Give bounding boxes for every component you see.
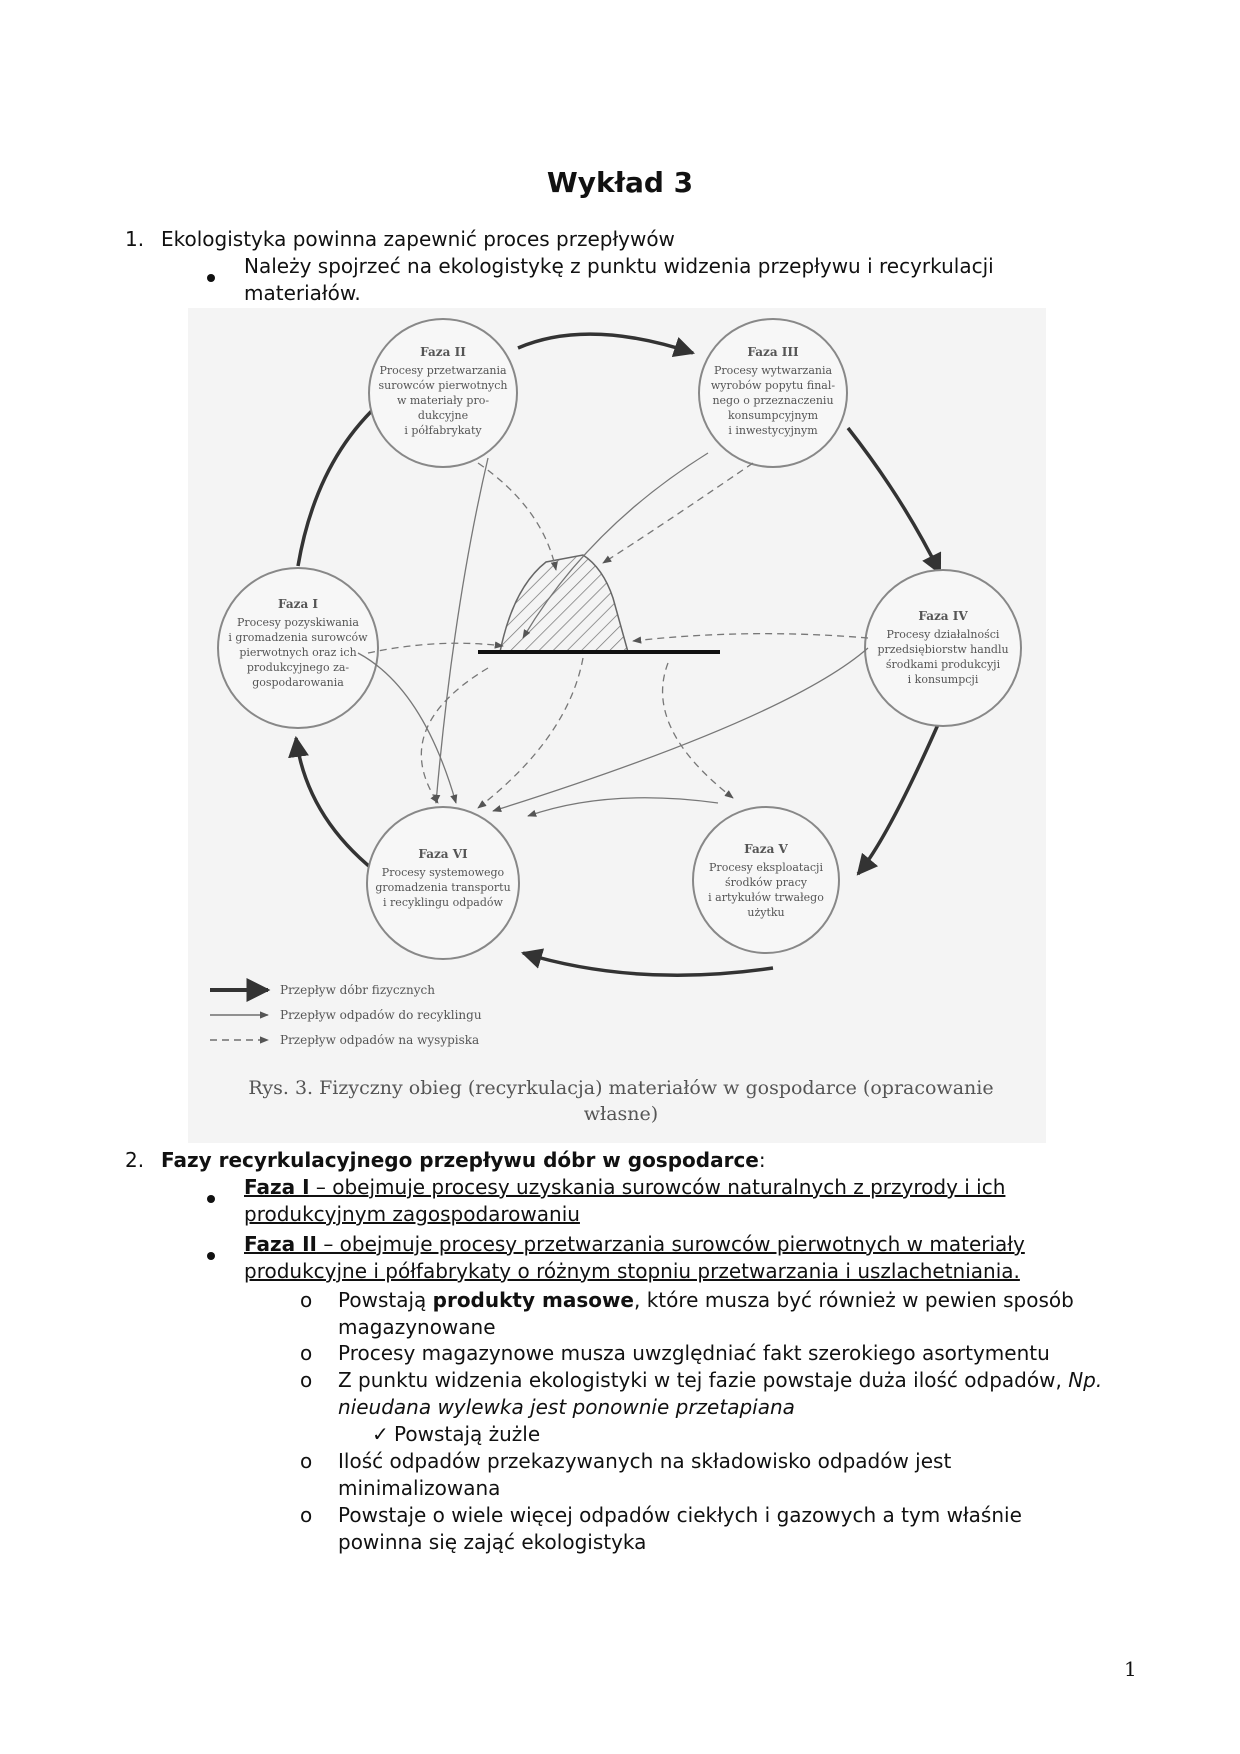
svg-text:Procesy wytwarzania: Procesy wytwarzania xyxy=(713,364,833,377)
section1-heading: Ekologistyka powinna zapewnić proces przepływów xyxy=(161,227,675,251)
section2-heading-line xyxy=(161,1147,766,1174)
svg-text:Procesy przetwarzania: Procesy przetwarzania xyxy=(379,364,507,377)
faza2-line2: produkcyjne i półfabrykaty o różnym stopniu przetwarzania i uszlachetniania. xyxy=(244,1259,1020,1283)
legend xyxy=(210,983,482,1047)
section2-heading-suffix: : xyxy=(758,1148,766,1172)
svg-text:surowców pierwotnych: surowców pierwotnych xyxy=(378,379,508,392)
sub-bullet-icon: o xyxy=(300,1503,313,1527)
section2-heading: Fazy recyrkulacyjnego przepływu dóbr w gospodarce xyxy=(161,1148,759,1172)
recycling-diagram xyxy=(188,308,1046,1143)
svg-text:produkcyjnego za-: produkcyjnego za- xyxy=(246,661,350,674)
svg-text:nego o przeznaczeniu: nego o przeznaczeniu xyxy=(712,394,834,407)
list-number-2: 2. xyxy=(125,1148,145,1172)
sub3-line2: nieudana wylewka jest ponownie przetapiana xyxy=(338,1395,795,1419)
figure-caption-line1: Rys. 3. Fizyczny obieg (recyrkulacja) materiałów w gospodarce (opracowanie xyxy=(248,1077,994,1099)
svg-text:użytku: użytku xyxy=(747,906,785,919)
legend-landfill-label: Przepływ odpadów na wysypiska xyxy=(280,1033,480,1047)
faza1-label: Faza I xyxy=(244,1175,310,1199)
checkmark-icon: ✓ xyxy=(372,1422,389,1446)
svg-text:w materiały pro-: w materiały pro- xyxy=(396,394,490,407)
phase-3-label: Faza III xyxy=(747,345,799,359)
page-title: Wykład 3 xyxy=(546,166,694,199)
bullet-icon xyxy=(207,262,215,289)
check-text: Powstają żużle xyxy=(394,1422,541,1446)
sub1-line1: Powstają produkty masowe, które musza być również w pewien sposób xyxy=(338,1288,1074,1312)
phase-1-label: Faza I xyxy=(277,597,319,611)
sub3-italic: Np. xyxy=(1068,1368,1103,1392)
svg-text:i półfabrykaty: i półfabrykaty xyxy=(404,424,482,437)
sub1-bold: produkty masowe xyxy=(432,1288,634,1312)
phase-4-label: Faza IV xyxy=(918,609,968,623)
phase-5-label: Faza V xyxy=(744,842,788,856)
phase-2-circle xyxy=(369,319,517,467)
bullet-icon xyxy=(207,1240,215,1267)
svg-text:gromadzenia transportu: gromadzenia transportu xyxy=(375,881,511,894)
landfill-shape xyxy=(478,555,720,652)
svg-text:Procesy działalności: Procesy działalności xyxy=(886,628,1000,641)
faza1-line1: Faza I – obejmuje procesy uzyskania surowców naturalnych z przyrody i ich xyxy=(244,1175,1006,1199)
svg-text:przedsiębiorstw handlu: przedsiębiorstw handlu xyxy=(877,643,1009,656)
sub3-line1: Z punktu widzenia ekologistyki w tej fazie powstaje duża ilość odpadów, Np. xyxy=(338,1368,1103,1392)
svg-text:i konsumpcji: i konsumpcji xyxy=(907,673,979,686)
sub4-line1: Ilość odpadów przekazywanych na składowisko odpadów jest xyxy=(338,1449,952,1473)
svg-text:Procesy pozyskiwania: Procesy pozyskiwania xyxy=(237,616,359,629)
legend-recycling-label: Przepływ odpadów do recyklingu xyxy=(280,1008,482,1022)
sub4-line2: minimalizowana xyxy=(338,1476,501,1500)
svg-text:i recyklingu odpadów: i recyklingu odpadów xyxy=(383,896,503,909)
legend-physical-label: Przepływ dóbr fizycznych xyxy=(280,983,435,997)
faza2-label: Faza II xyxy=(244,1232,317,1256)
figure-caption-line2: własne) xyxy=(583,1103,659,1125)
svg-text:środków pracy: środków pracy xyxy=(724,876,808,889)
svg-text:konsumpcyjnym: konsumpcyjnym xyxy=(727,409,819,422)
diagram-svg xyxy=(188,308,1046,1143)
phase-3-circle xyxy=(699,319,847,467)
svg-text:i inwestycyjnym: i inwestycyjnym xyxy=(728,424,818,437)
phase-6-label: Faza VI xyxy=(418,847,468,861)
sub1-line2: magazynowane xyxy=(338,1315,496,1339)
phase-2-label: Faza II xyxy=(420,345,466,359)
sub-bullet-icon: o xyxy=(300,1449,313,1473)
sub-bullet-icon: o xyxy=(300,1341,313,1365)
svg-text:i artykułów trwałego: i artykułów trwałego xyxy=(708,891,824,904)
svg-text:Procesy systemowego: Procesy systemowego xyxy=(381,866,505,879)
faza1-line2: produkcyjnym zagospodarowaniu xyxy=(244,1202,580,1226)
section1-bullet-line1: Należy spojrzeć na ekologistykę z punktu widzenia przepływu i recyrkulacji xyxy=(244,254,994,278)
sub5-line2: powinna się zająć ekologistyka xyxy=(338,1530,647,1554)
sub-bullet-icon: o xyxy=(300,1288,313,1312)
svg-text:pierwotnych oraz ich: pierwotnych oraz ich xyxy=(239,646,357,659)
list-number-1: 1. xyxy=(125,227,145,251)
section1-bullet-line2: materiałów. xyxy=(244,281,361,305)
svg-text:gospodarowania: gospodarowania xyxy=(252,676,344,689)
page-number: 1 xyxy=(1124,1657,1137,1681)
faza2-line1: Faza II – obejmuje procesy przetwarzania surowców pierwotnych w materiały xyxy=(244,1232,1025,1256)
svg-text:dukcyjne: dukcyjne xyxy=(417,409,469,422)
sub5-line1: Powstaje o wiele więcej odpadów ciekłych i gazowych a tym właśnie xyxy=(338,1503,1022,1527)
sub-bullet-icon: o xyxy=(300,1368,313,1392)
svg-text:i gromadzenia surowców: i gromadzenia surowców xyxy=(228,631,368,644)
svg-text:wyrobów popytu final-: wyrobów popytu final- xyxy=(710,379,836,392)
sub2-line1: Procesy magazynowe musza uwzględniać fakt szerokiego asortymentu xyxy=(338,1341,1050,1365)
svg-text:środkami produkcyji: środkami produkcyji xyxy=(885,658,1001,671)
bullet-icon xyxy=(207,1183,215,1210)
svg-text:Procesy eksploatacji: Procesy eksploatacji xyxy=(709,861,823,874)
